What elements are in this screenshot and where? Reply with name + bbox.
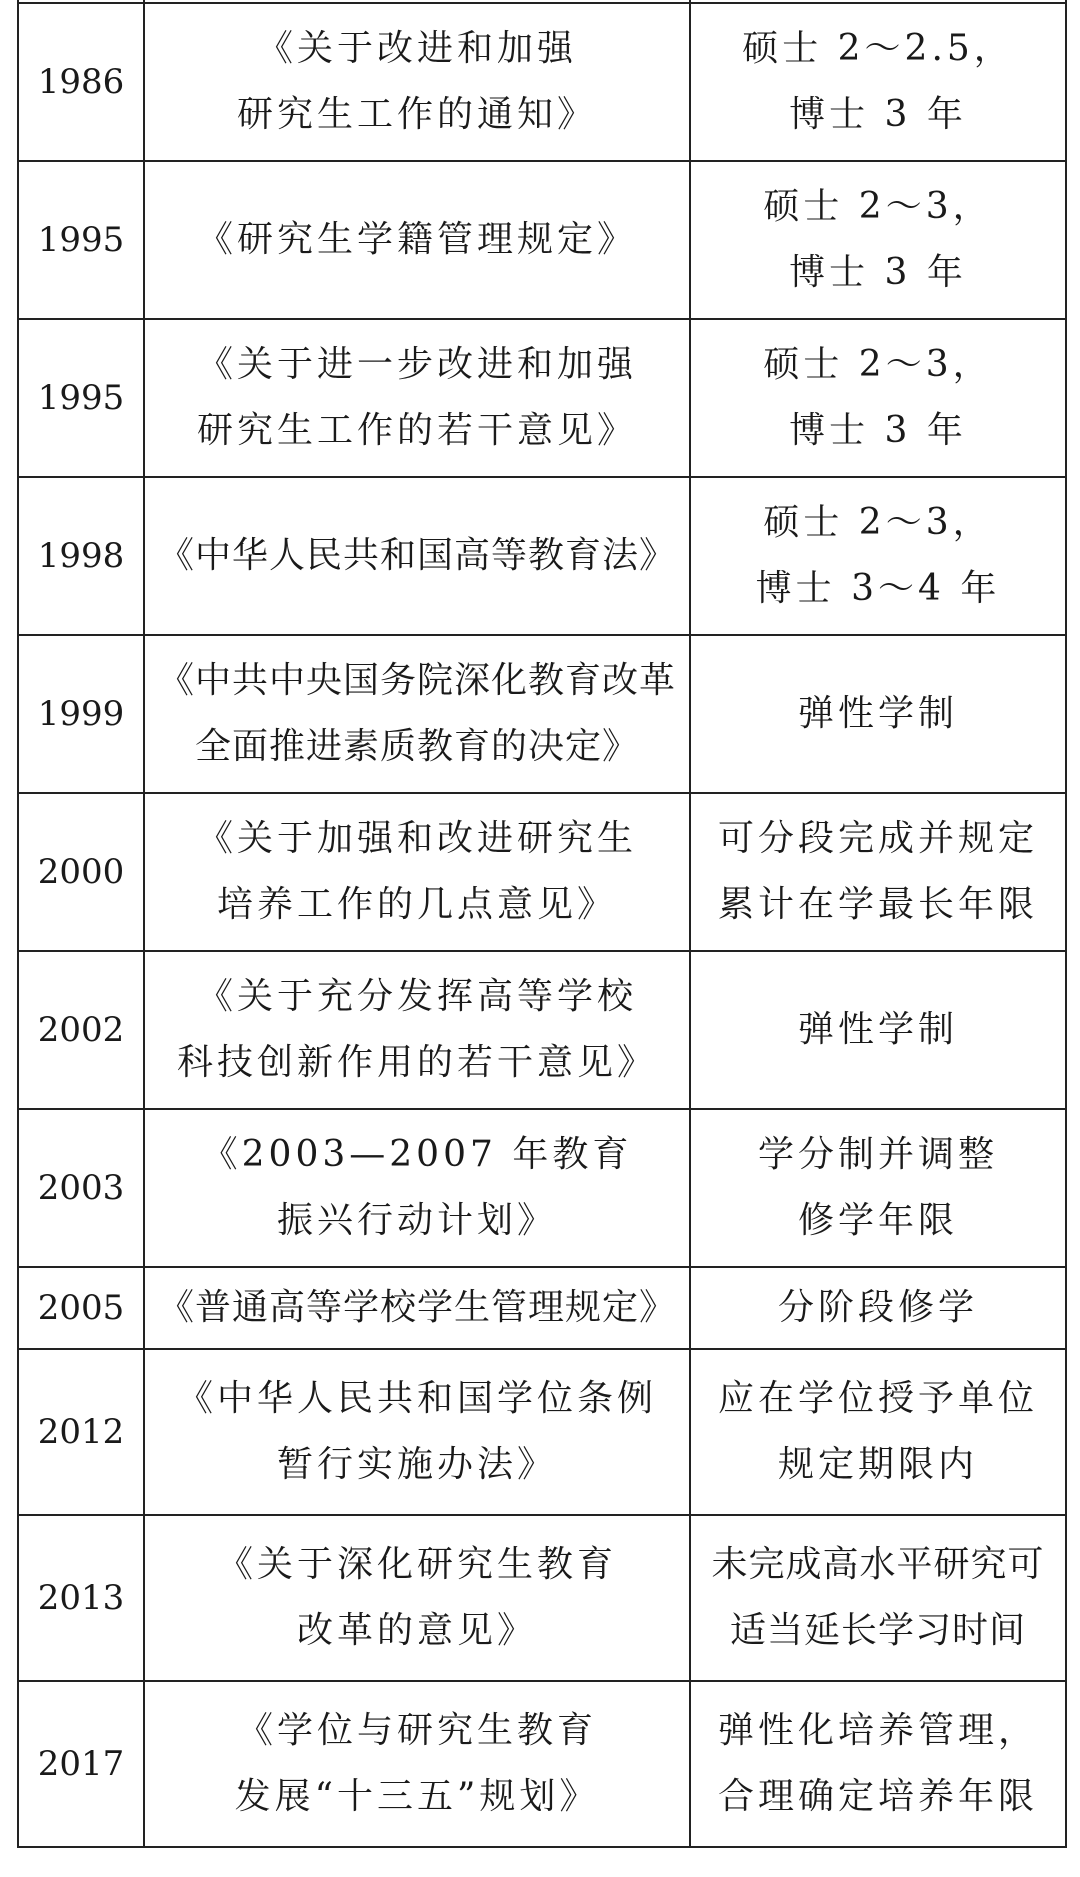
table-row [18, 1515, 1066, 1681]
document-line: 《关于充分发挥高等学校 [196, 976, 637, 1017]
duration-line: 博士 3 年 [789, 252, 967, 293]
document-cell [144, 1349, 690, 1515]
duration-cell [690, 1267, 1066, 1349]
document-line: 《研究生学籍管理规定》 [196, 219, 637, 260]
document-line: 《中华人民共和国高等教育法》 [157, 535, 676, 576]
table-row [18, 793, 1066, 951]
table-row [18, 3, 1066, 161]
year-cell: 2000 [18, 793, 144, 951]
duration-line: 规定期限内 [777, 1444, 978, 1485]
year-cell: 2012 [18, 1349, 144, 1515]
duration-line: 博士 3 年 [789, 410, 967, 451]
table-row [18, 1267, 1066, 1349]
document-cell [144, 951, 690, 1109]
document-line: 《2003—2007 年教育 [201, 1134, 633, 1175]
document-cell [144, 3, 690, 161]
year-cell: 2002 [18, 951, 144, 1109]
duration-line: 分阶段修学 [777, 1287, 978, 1328]
duration-line: 硕士 2～3， [763, 344, 993, 385]
document-line: 振兴行动计划》 [276, 1200, 557, 1241]
document-line: 《中华人民共和国学位条例 [176, 1378, 657, 1419]
document-line: 《关于改进和加强 [256, 28, 577, 69]
table-row [18, 477, 1066, 635]
year-cell: 1995 [18, 161, 144, 319]
document-line: 改革的意见》 [296, 1610, 537, 1651]
duration-cell [690, 635, 1066, 793]
document-line: 《普通高等学校学生管理规定》 [157, 1287, 676, 1328]
table-row [18, 1681, 1066, 1847]
table-row [18, 319, 1066, 477]
duration-cell [690, 3, 1066, 161]
document-line: 《关于深化研究生教育 [216, 1544, 617, 1585]
duration-line: 未完成高水平研究可 [711, 1544, 1045, 1585]
policy-table-container [17, 0, 1065, 1848]
duration-line: 合理确定培养年限 [717, 1776, 1038, 1817]
document-line: 《关于加强和改进研究生 [196, 818, 637, 859]
duration-line: 弹性学制 [797, 1009, 958, 1050]
table-row [18, 161, 1066, 319]
duration-cell [690, 319, 1066, 477]
policy-duration-table [17, 0, 1067, 1848]
duration-line: 硕士 2～2.5， [742, 28, 1014, 69]
document-line: 《关于进一步改进和加强 [196, 344, 637, 385]
year-cell: 2017 [18, 1681, 144, 1847]
table-row [18, 1349, 1066, 1515]
duration-line: 累计在学最长年限 [717, 884, 1038, 925]
duration-cell [690, 793, 1066, 951]
duration-line: 适当延长学习时间 [729, 1610, 1026, 1651]
duration-line: 弹性学制 [797, 693, 958, 734]
duration-line: 应在学位授予单位 [717, 1378, 1038, 1419]
document-cell [144, 1109, 690, 1267]
document-line: 培养工作的几点意见》 [216, 884, 617, 925]
table-row [18, 951, 1066, 1109]
document-cell [144, 1515, 690, 1681]
duration-line: 硕士 2～3， [763, 186, 993, 227]
year-cell: 1986 [18, 3, 144, 161]
document-line: 发展“十三五”规划》 [234, 1776, 600, 1817]
duration-cell [690, 951, 1066, 1109]
duration-line: 弹性化培养管理， [717, 1710, 1038, 1751]
duration-line: 博士 3 年 [789, 94, 967, 135]
document-line: 科技创新作用的若干意见》 [176, 1042, 657, 1083]
year-cell: 1998 [18, 477, 144, 635]
document-cell [144, 793, 690, 951]
table-row [18, 635, 1066, 793]
year-cell: 1999 [18, 635, 144, 793]
table-row [18, 1109, 1066, 1267]
document-cell [144, 319, 690, 477]
duration-cell [690, 1349, 1066, 1515]
document-line: 研究生工作的若干意见》 [196, 410, 637, 451]
duration-cell [690, 1515, 1066, 1681]
document-line: 暂行实施办法》 [276, 1444, 557, 1485]
duration-line: 硕士 2～3， [763, 502, 993, 543]
document-line: 全面推进素质教育的决定》 [194, 726, 639, 767]
duration-line: 可分段完成并规定 [717, 818, 1038, 859]
duration-cell [690, 161, 1066, 319]
document-line: 《中共中央国务院深化教育改革 [157, 660, 676, 701]
duration-line: 修学年限 [797, 1200, 958, 1241]
duration-cell [690, 477, 1066, 635]
document-line: 《学位与研究生教育 [236, 1710, 597, 1751]
document-cell [144, 1267, 690, 1349]
document-cell [144, 1681, 690, 1847]
year-cell: 2003 [18, 1109, 144, 1267]
duration-cell [690, 1109, 1066, 1267]
document-cell [144, 161, 690, 319]
duration-line: 学分制并调整 [757, 1134, 998, 1175]
year-cell: 2013 [18, 1515, 144, 1681]
document-cell [144, 477, 690, 635]
year-cell: 2005 [18, 1267, 144, 1349]
document-line: 研究生工作的通知》 [236, 94, 597, 135]
duration-cell [690, 1681, 1066, 1847]
duration-line: 博士 3～4 年 [755, 568, 1001, 609]
document-cell [144, 635, 690, 793]
year-cell: 1995 [18, 319, 144, 477]
